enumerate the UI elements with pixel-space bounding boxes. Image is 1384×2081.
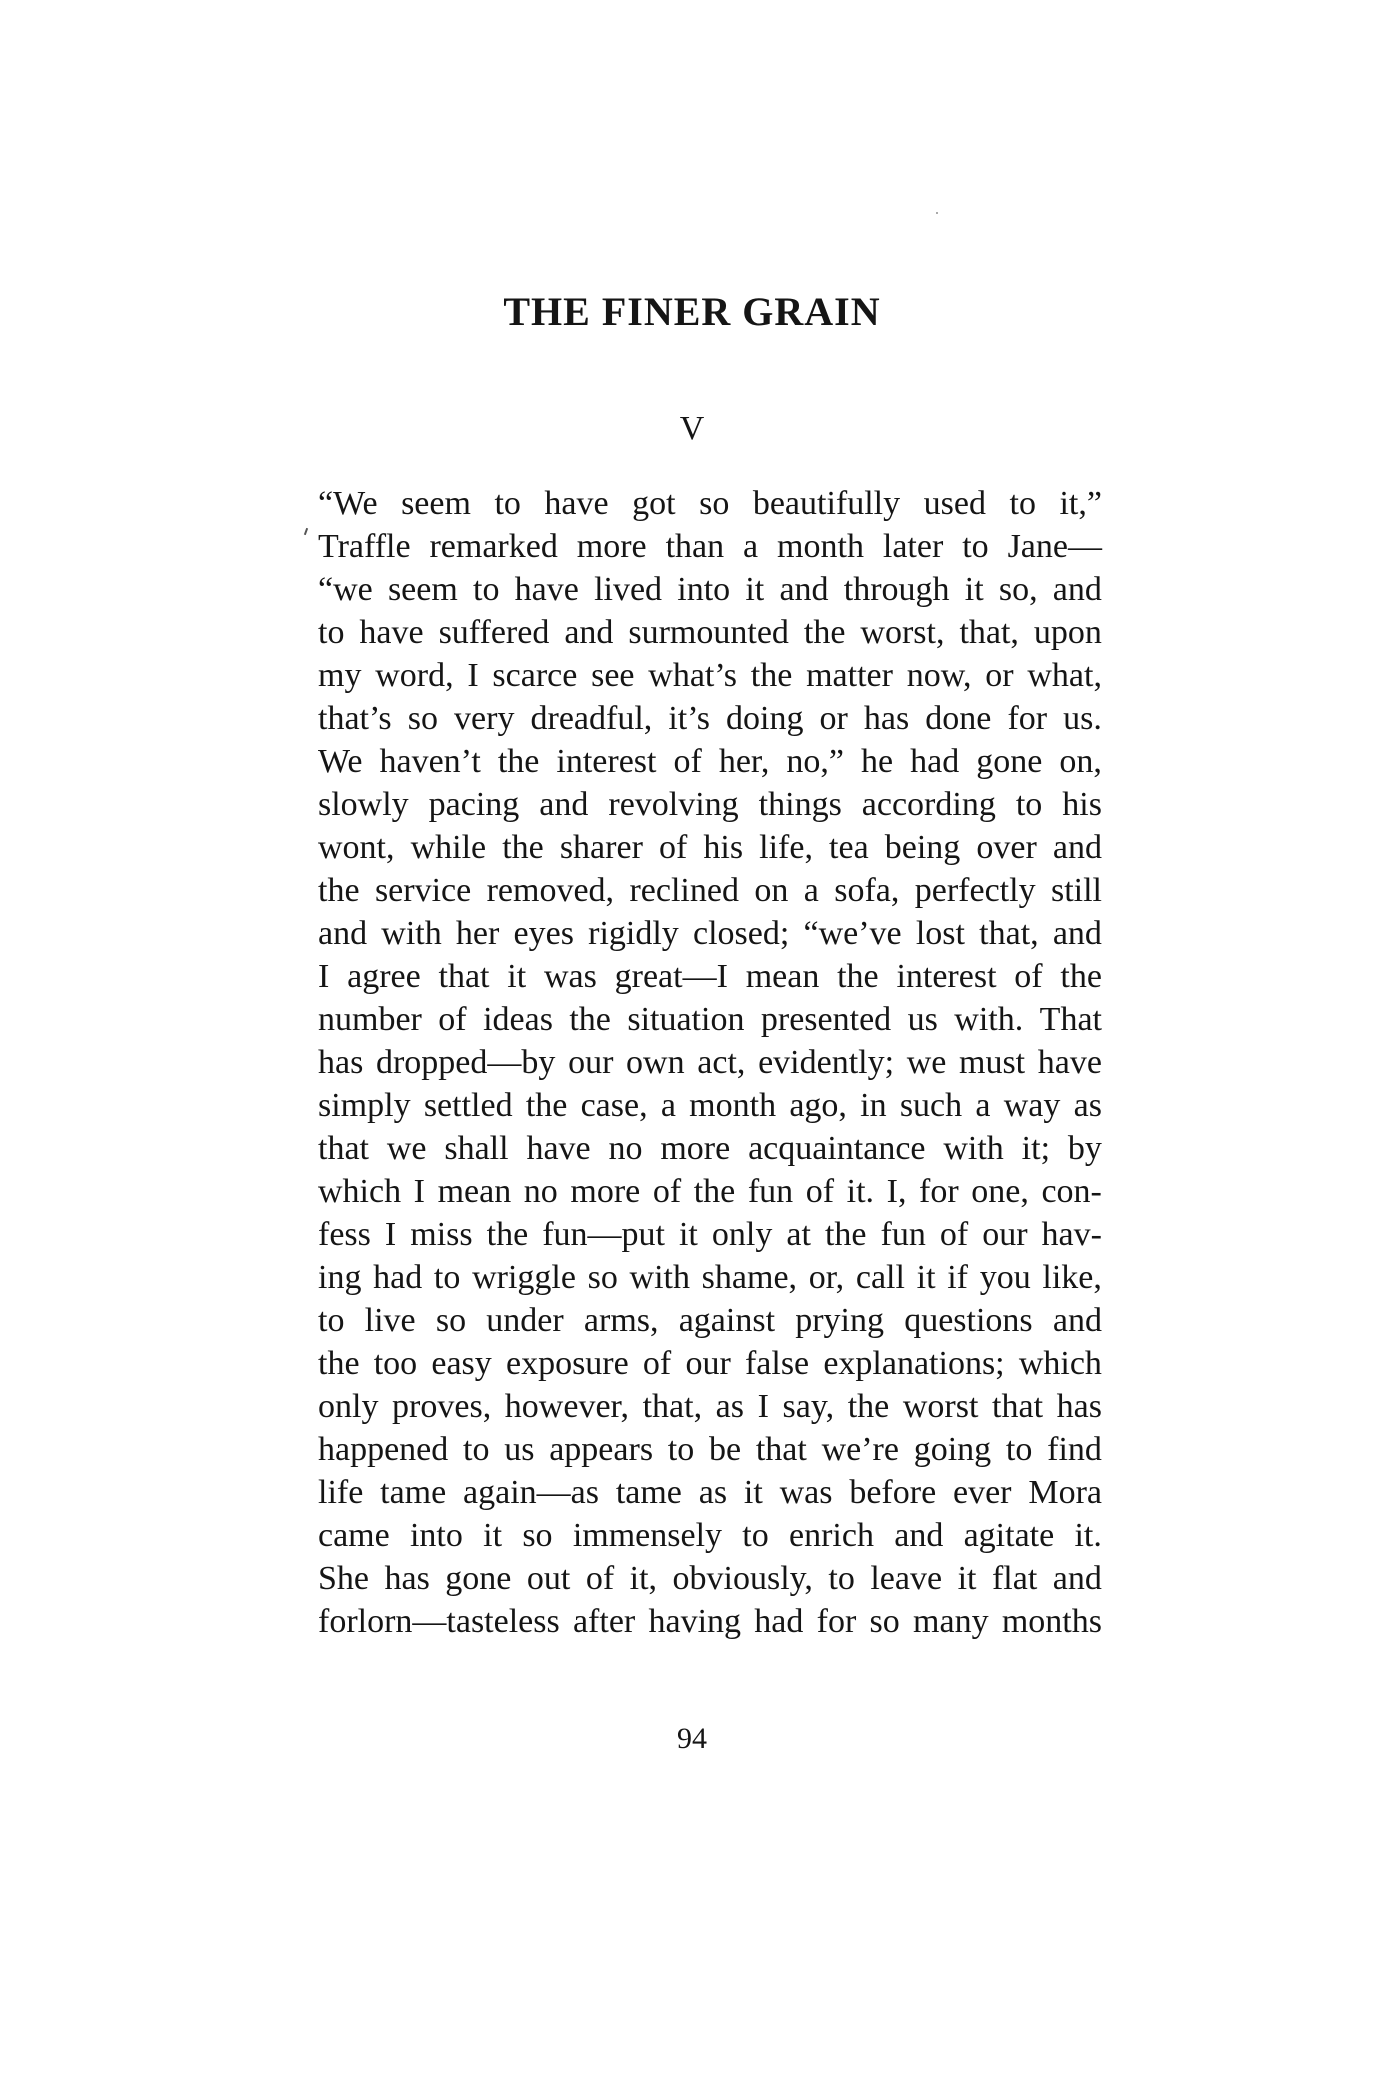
- text-line: wont, while the sharer of his life, tea being over and: [318, 829, 1102, 866]
- text-line: that’s so very dreadful, it’s doing or has done for us.: [318, 700, 1102, 737]
- text-line: happened to us appears to be that we’re going to find: [318, 1431, 1102, 1468]
- text-line: the too easy exposure of our false explanations; which: [318, 1345, 1102, 1382]
- text-line: fess I miss the fun—put it only at the fun of our hav-: [318, 1216, 1102, 1253]
- text-line: which I mean no more of the fun of it. I, for one, con-: [318, 1173, 1102, 1210]
- text-line: the service removed, reclined on a sofa, perfectly still: [318, 872, 1102, 909]
- text-line: slowly pacing and revolving things according to his: [318, 786, 1102, 823]
- text-line: number of ideas the situation presented us with. That: [318, 1001, 1102, 1038]
- text-line: simply settled the case, a month ago, in such a way as: [318, 1087, 1102, 1124]
- text-line: that we shall have no more acquaintance with it; by: [318, 1130, 1102, 1167]
- text-line: “we seem to have lived into it and through it so, and: [318, 571, 1102, 608]
- text-line: We haven’t the interest of her, no,” he had gone on,: [318, 743, 1102, 780]
- page-number: 94: [677, 1722, 707, 1755]
- text-line: She has gone out of it, obviously, to leave it flat and: [318, 1560, 1102, 1597]
- text-line: only proves, however, that, as I say, the worst that has: [318, 1388, 1102, 1425]
- text-line: “We seem to have got so beautifully used to it,”: [318, 485, 1102, 522]
- text-line: ing had to wriggle so with shame, or, call it if you like,: [318, 1259, 1102, 1296]
- text-line: my word, I scarce see what’s the matter now, or what,: [318, 657, 1102, 694]
- body-text: [318, 482, 1102, 1643]
- margin-mark: [304, 528, 308, 535]
- text-line: forlorn—tasteless after having had for so many months: [318, 1603, 1102, 1640]
- scan-speck: [936, 212, 938, 214]
- text-line: and with her eyes rigidly closed; “we’ve lost that, and: [318, 915, 1102, 952]
- chapter-number: V: [679, 410, 705, 447]
- text-line: came into it so immensely to enrich and agitate it.: [318, 1517, 1102, 1554]
- text-line: has dropped—by our own act, evidently; we must have: [318, 1044, 1102, 1081]
- text-line: to live so under arms, against prying questions and: [318, 1302, 1102, 1339]
- running-head: THE FINER GRAIN: [503, 289, 881, 334]
- text-line: Traffle remarked more than a month later to Jane—: [318, 528, 1102, 565]
- text-line: to have suffered and surmounted the worst, that, upon: [318, 614, 1102, 651]
- text-line: I agree that it was great—I mean the interest of the: [318, 958, 1102, 995]
- text-line: life tame again—as tame as it was before ever Mora: [318, 1474, 1102, 1511]
